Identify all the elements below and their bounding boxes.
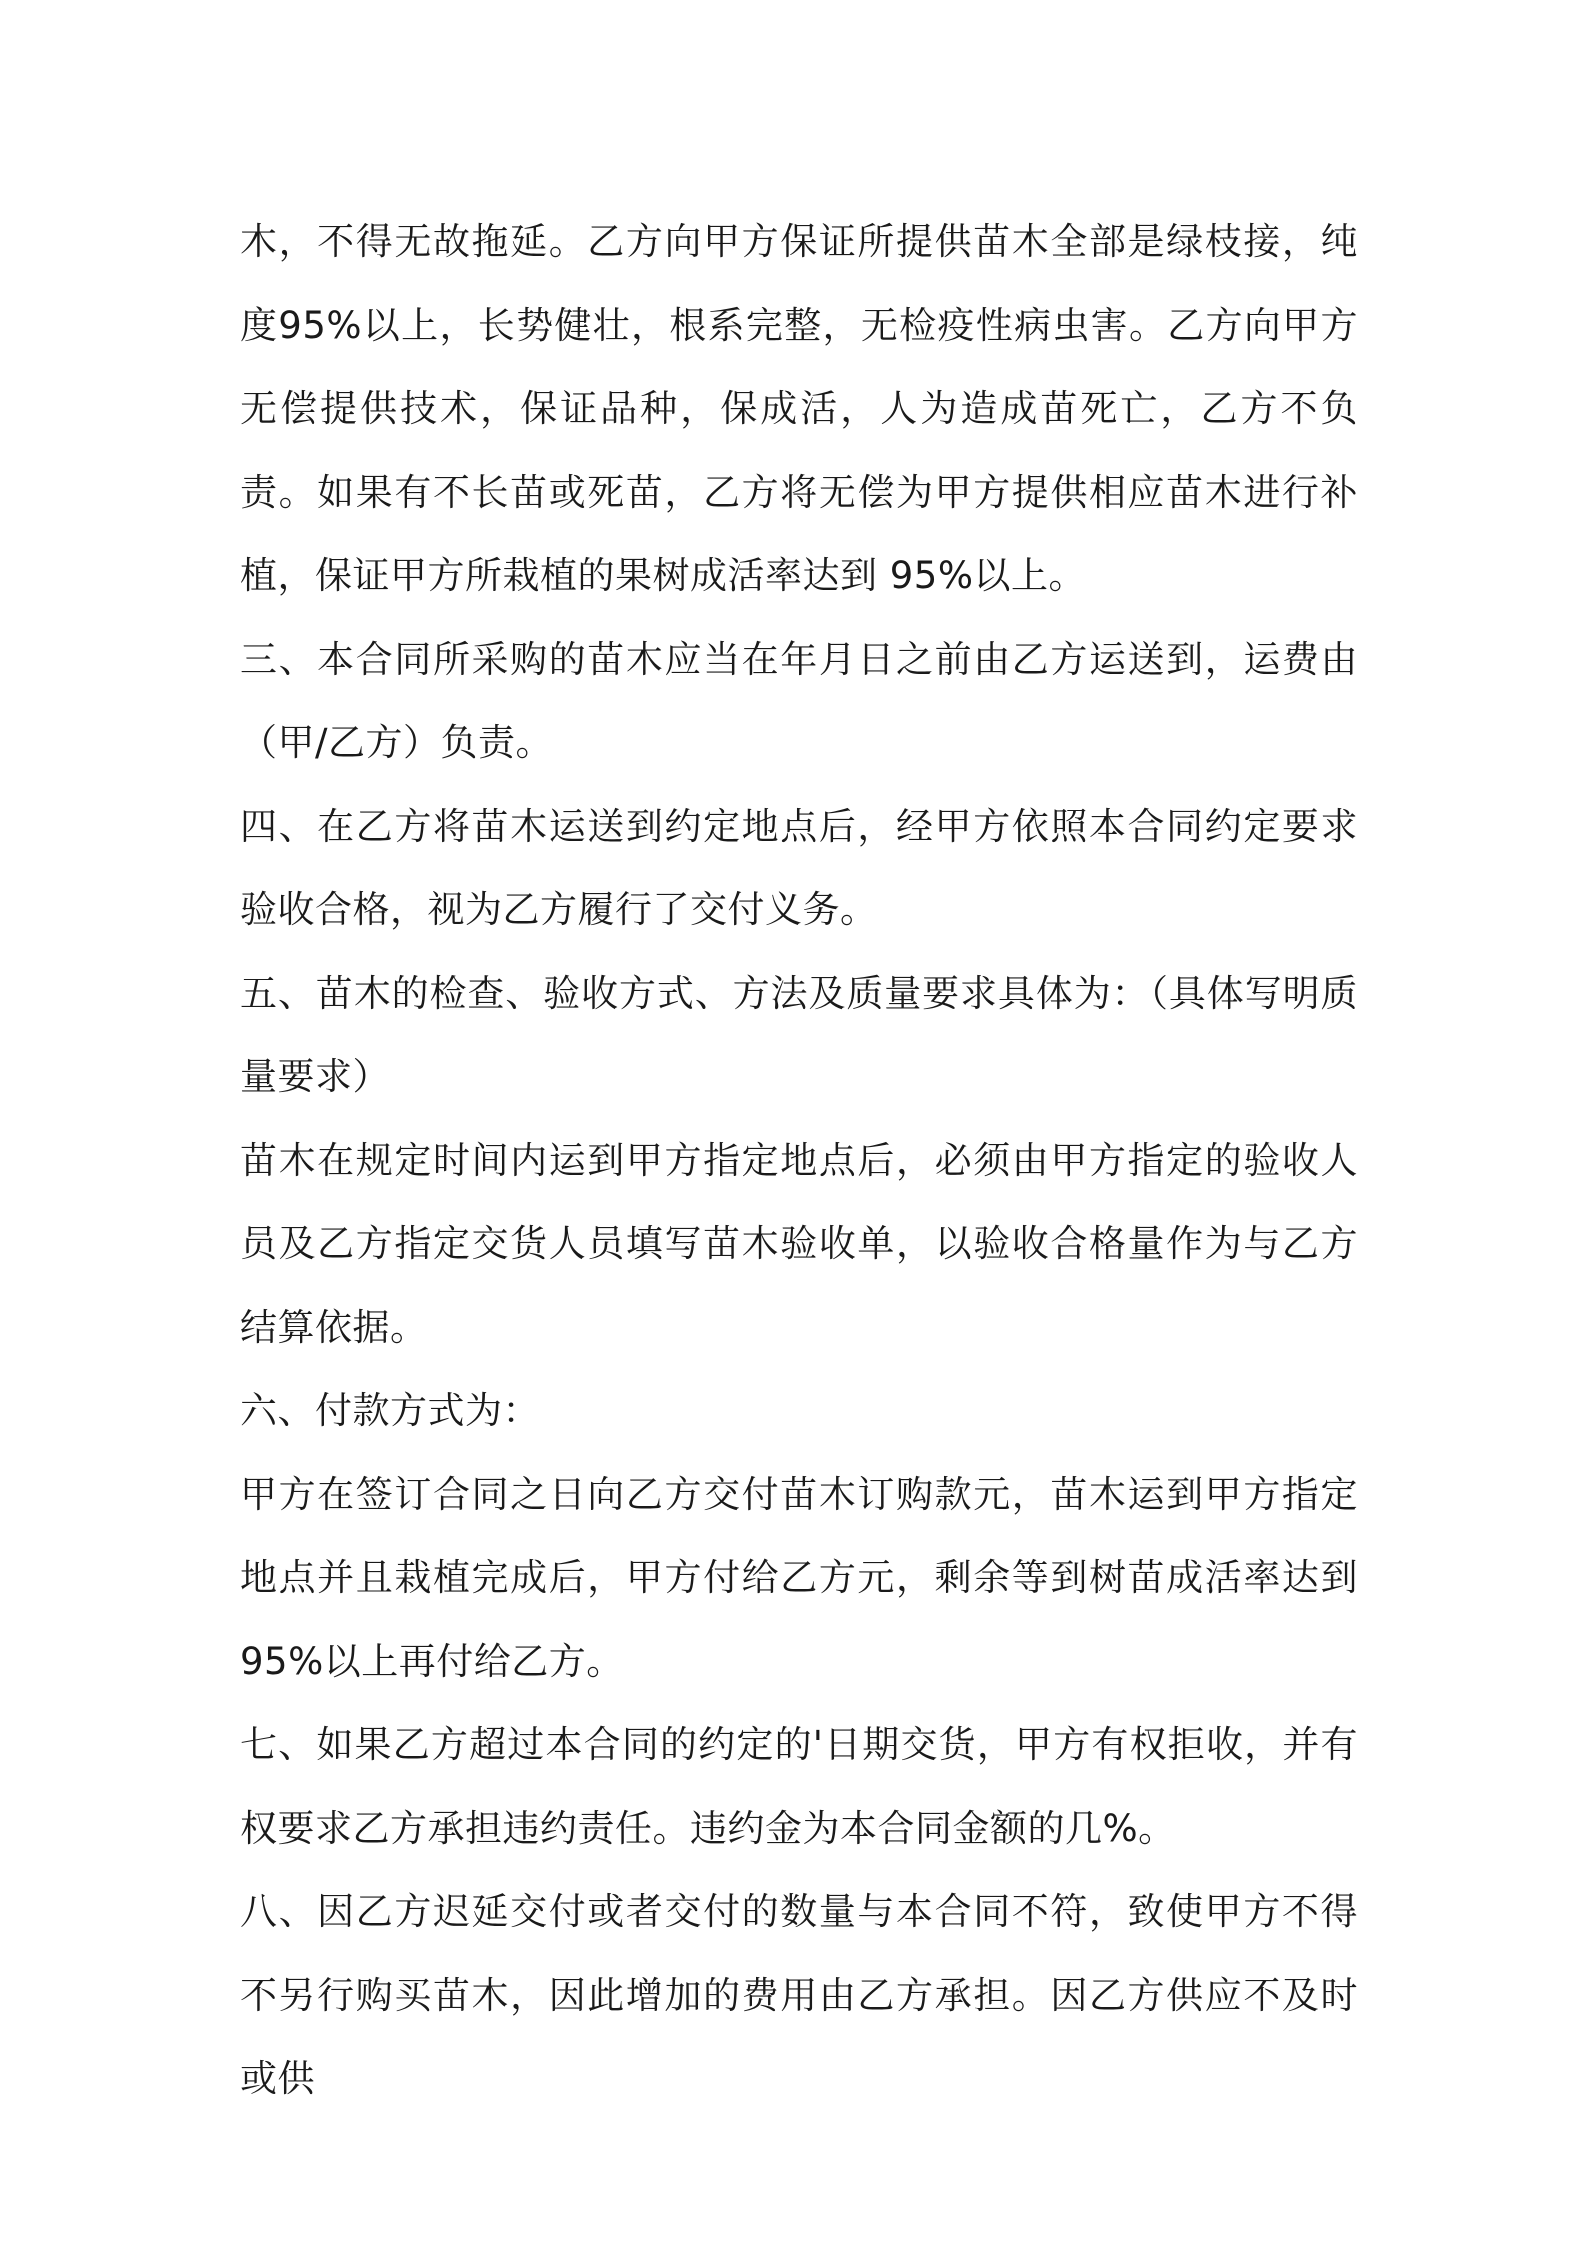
clause-four: 四、在乙方将苗木运送到约定地点后，经甲方依照本合同约定要求验收合格，视为乙方履行了交付义务。 xyxy=(240,804,1358,931)
clause-five-detail: 苗木在规定时间内运到甲方指定地点后，必须由甲方指定的验收人员及乙方指定交货人员填写苗木验收单，以验收合格量作为与乙方结算依据。 xyxy=(240,1138,1358,1349)
contract-body xyxy=(240,200,1358,2121)
clause-three: 三、本合同所采购的苗木应当在年月日之前由乙方运送到，运费由（甲/乙方）负责。 xyxy=(240,637,1358,764)
paragraph-continuation: 木，不得无故拖延。乙方向甲方保证所提供苗木全部是绿枝接，纯度95%以上，长势健壮，根系完整，无检疫性病虫害。乙方向甲方无偿提供技术，保证品种，保成活，人为造成苗死亡，乙方不负责。如果有不长苗或死苗，乙方将无偿为甲方提供相应苗木进行补植，保证甲方所栽植的果树成活率达到 95%以上。 xyxy=(240,220,1358,597)
clause-five: 五、苗木的检查、验收方式、方法及质量要求具体为：（具体写明质量要求） xyxy=(240,971,1358,1098)
clause-six: 六、付款方式为： xyxy=(240,1389,540,1432)
clause-seven: 七、如果乙方超过本合同的约定的'日期交货，甲方有权拒收，并有权要求乙方承担违约责任。违约金为本合同金额的几%。 xyxy=(240,1723,1358,1850)
clause-eight: 八、因乙方迟延交付或者交付的数量与本合同不符，致使甲方不得不另行购买苗木，因此增加的费用由乙方承担。因乙方供应不及时或供 xyxy=(240,1890,1358,2100)
clause-six-detail: 甲方在签订合同之日向乙方交付苗木订购款元，苗木运到甲方指定地点并且栽植完成后，甲方付给乙方元，剩余等到树苗成活率达到 95%以上再付给乙方。 xyxy=(240,1472,1358,1683)
